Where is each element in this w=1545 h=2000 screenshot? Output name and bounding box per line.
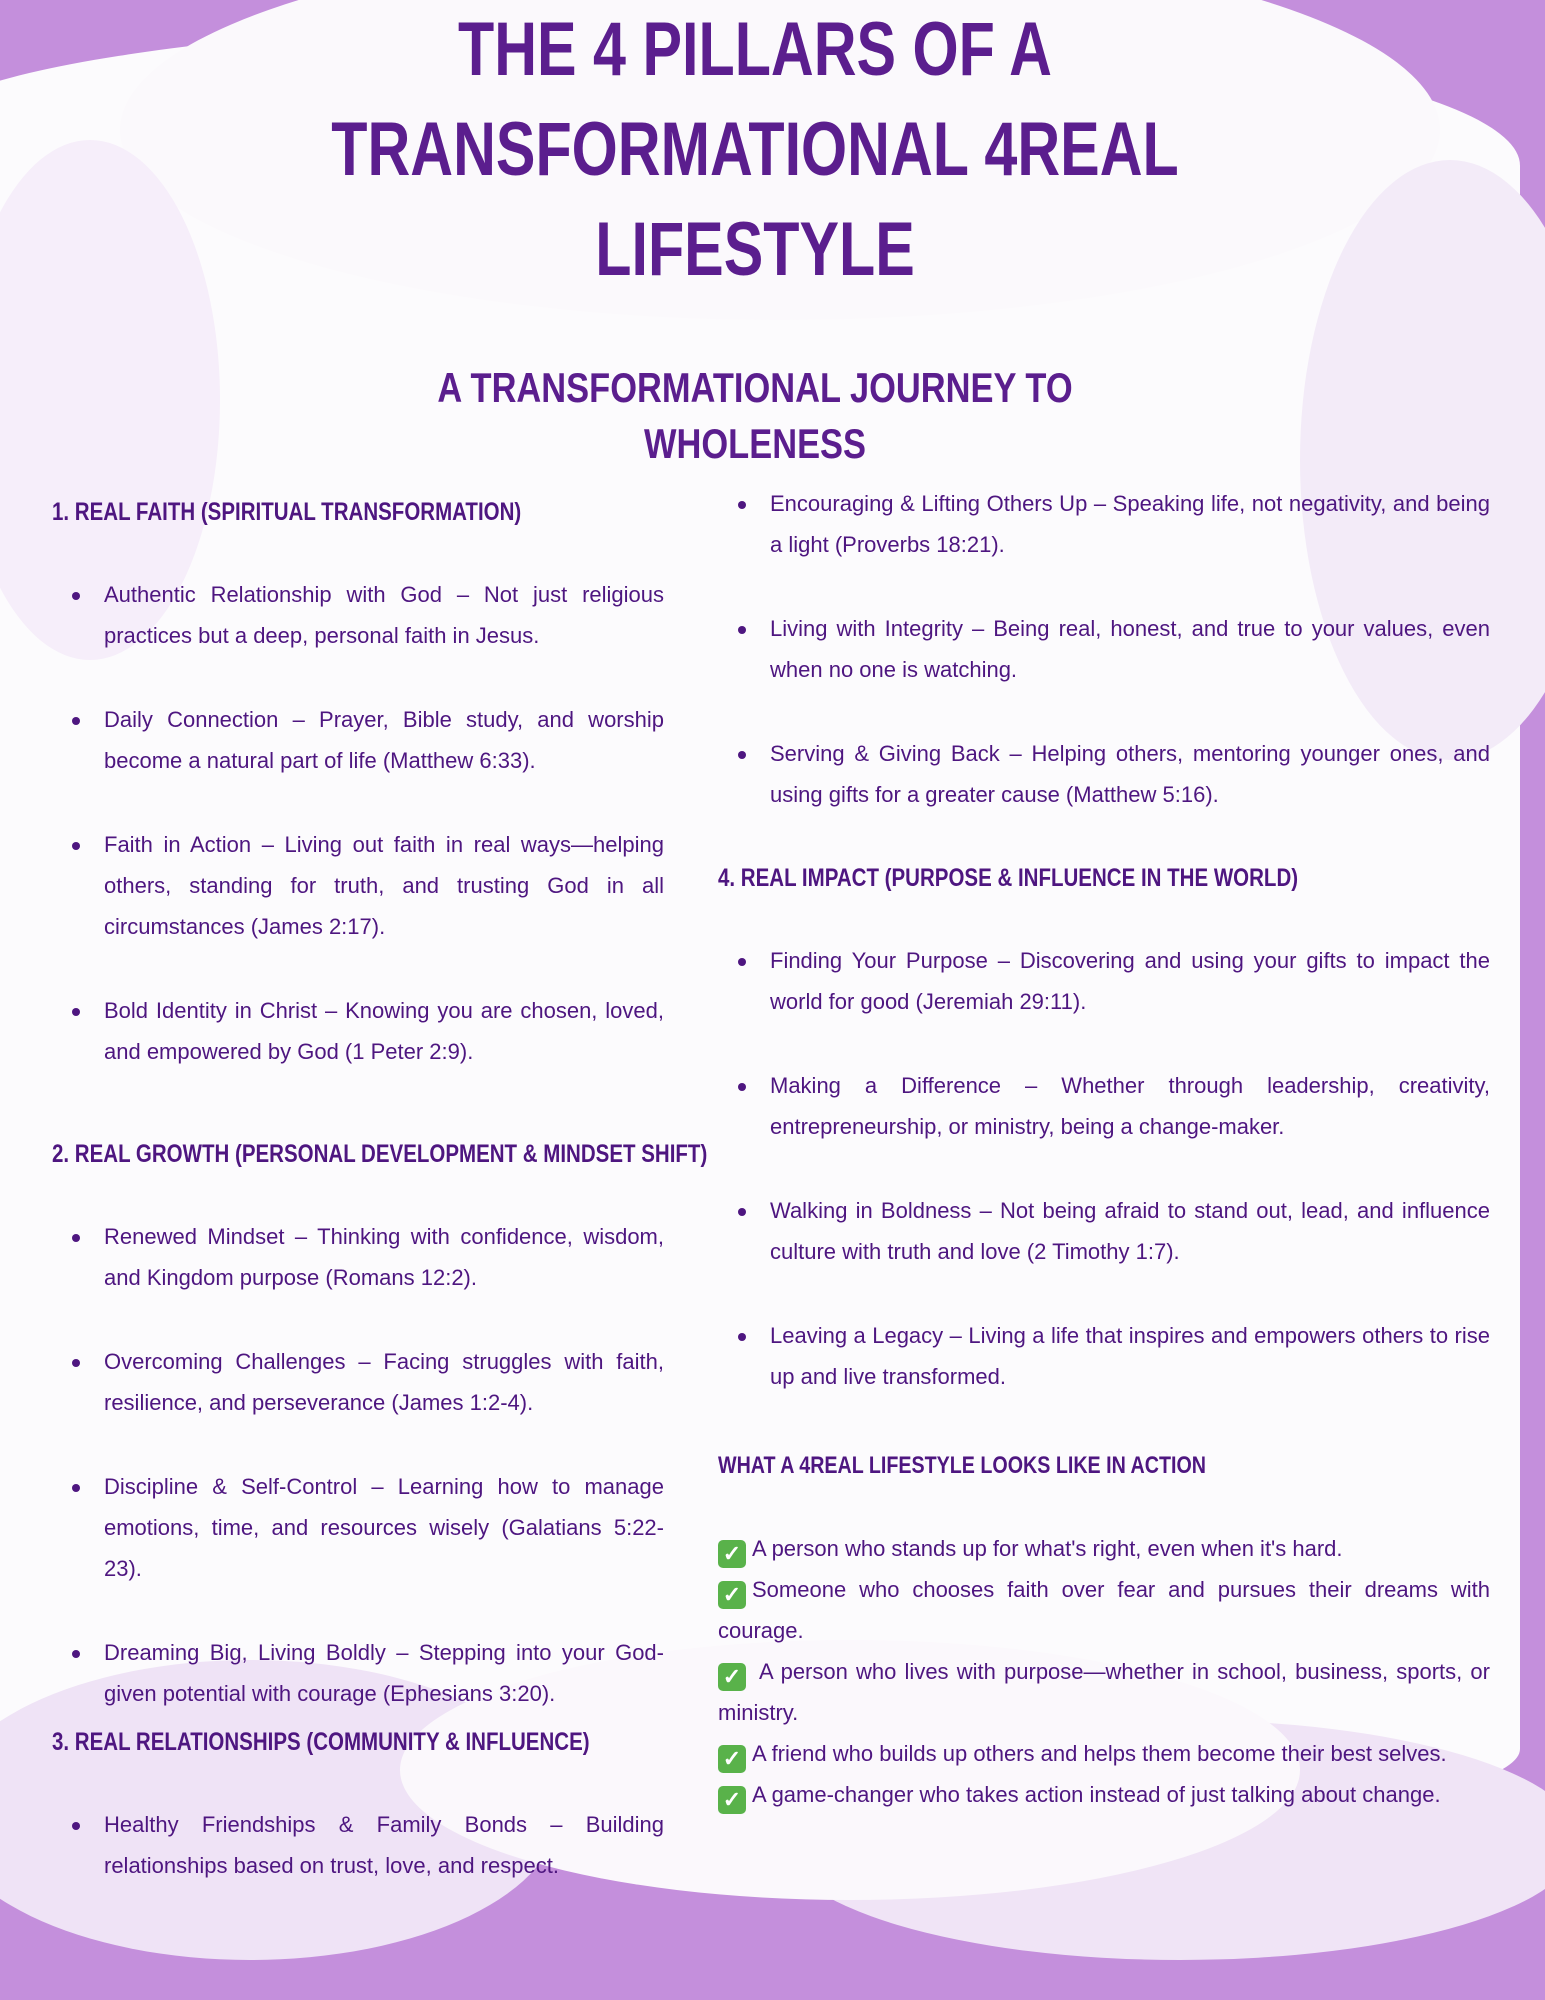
section-real-faith — [52, 492, 664, 1072]
page-title: THE 4 PILLARS OF A TRANSFORMATIONAL 4REAL LIFESTYLE — [331, 7, 1179, 292]
list-item: Encouraging & Lifting Others Up – Speaking life, not negativity, and being a light (Proverbs 18:21). — [718, 483, 1490, 565]
list-item: Making a Difference – Whether through leadership, creativity, entrepreneurship, or ministry, being a change-maker. — [718, 1065, 1490, 1147]
section-real-relationships — [52, 1722, 664, 1886]
section-real-impact — [718, 858, 1490, 1397]
list-item: Bold Identity in Christ – Knowing you are chosen, loved, and empowered by God (1 Peter 2:9). — [52, 990, 664, 1072]
section-heading: 3. REAL RELATIONSHIPS (COMMUNITY & INFLUENCE) — [52, 1728, 590, 1756]
list-item: Dreaming Big, Living Boldly – Stepping into your God-given potential with courage (Ephesians 3:20). — [52, 1632, 664, 1714]
checklist-item: ✓ A game-changer who takes action instead of just talking about change. — [718, 1774, 1490, 1815]
list-item: Serving & Giving Back – Helping others, mentoring younger ones, and using gifts for a greater cause (Matthew 5:16). — [718, 733, 1490, 815]
section-action — [718, 1446, 1490, 1815]
check-mark-button-icon: ✓ — [718, 1663, 746, 1691]
bullet-list — [718, 483, 1490, 815]
list-item: Discipline & Self-Control – Learning how to manage emotions, time, and resources wisely (Galatians 5:22-23). — [52, 1466, 664, 1589]
checklist-item: ✓ A person who stands up for what's right, even when it's hard. — [718, 1528, 1490, 1569]
list-item: Finding Your Purpose – Discovering and using your gifts to impact the world for good (Jeremiah 29:11). — [718, 940, 1490, 1022]
check-mark-button-icon: ✓ — [718, 1540, 746, 1568]
action-heading: WHAT A 4REAL LIFESTYLE LOOKS LIKE IN ACTION — [718, 1452, 1207, 1479]
list-item: Walking in Boldness – Not being afraid to stand out, lead, and influence culture with truth and love (2 Timothy 1:7). — [718, 1190, 1490, 1272]
list-item: Leaving a Legacy – Living a life that inspires and empowers others to rise up and live transformed. — [718, 1315, 1490, 1397]
checklist — [718, 1528, 1490, 1815]
list-item: Faith in Action – Living out faith in real ways—helping others, standing for truth, and trusting God in all circumstances (James 2:17). — [52, 824, 664, 947]
list-item: Living with Integrity – Being real, honest, and true to your values, even when no one is watching. — [718, 608, 1490, 690]
section-real-relationships-continued — [718, 483, 1490, 815]
section-heading: 2. REAL GROWTH (PERSONAL DEVELOPMENT & MINDSET SHIFT) — [52, 1140, 708, 1168]
section-real-growth — [52, 1134, 708, 1714]
bullet-list — [718, 940, 1490, 1397]
list-item: Authentic Relationship with God – Not just religious practices but a deep, personal faith in Jesus. — [52, 574, 664, 656]
page-subtitle: A TRANSFORMATIONAL JOURNEY TO WHOLENESS — [437, 364, 1073, 467]
list-item: Renewed Mindset – Thinking with confidence, wisdom, and Kingdom purpose (Romans 12:2). — [52, 1216, 664, 1298]
bullet-list — [52, 1216, 664, 1714]
bullet-list — [52, 1804, 664, 1886]
list-item: Daily Connection – Prayer, Bible study, and worship become a natural part of life (Matthew 6:33). — [52, 699, 664, 781]
check-mark-button-icon: ✓ — [718, 1786, 746, 1814]
checklist-item: ✓ A person who lives with purpose—whether in school, business, sports, or ministry. — [718, 1659, 1490, 1725]
check-mark-button-icon: ✓ — [718, 1745, 746, 1773]
list-item: Overcoming Challenges – Facing struggles with faith, resilience, and perseverance (James 1:2-4). — [52, 1341, 664, 1423]
checklist-item: ✓ A friend who builds up others and helps them become their best selves. — [718, 1733, 1490, 1774]
check-mark-button-icon: ✓ — [718, 1581, 746, 1609]
list-item: Healthy Friendships & Family Bonds – Building relationships based on trust, love, and respect. — [52, 1804, 664, 1886]
bullet-list — [52, 574, 664, 1072]
section-heading: 4. REAL IMPACT (PURPOSE & INFLUENCE IN THE WORLD) — [718, 864, 1299, 892]
checklist-item: ✓ Someone who chooses faith over fear and pursues their dreams with courage. — [718, 1577, 1490, 1643]
section-heading: 1. REAL FAITH (SPIRITUAL TRANSFORMATION) — [52, 498, 522, 526]
